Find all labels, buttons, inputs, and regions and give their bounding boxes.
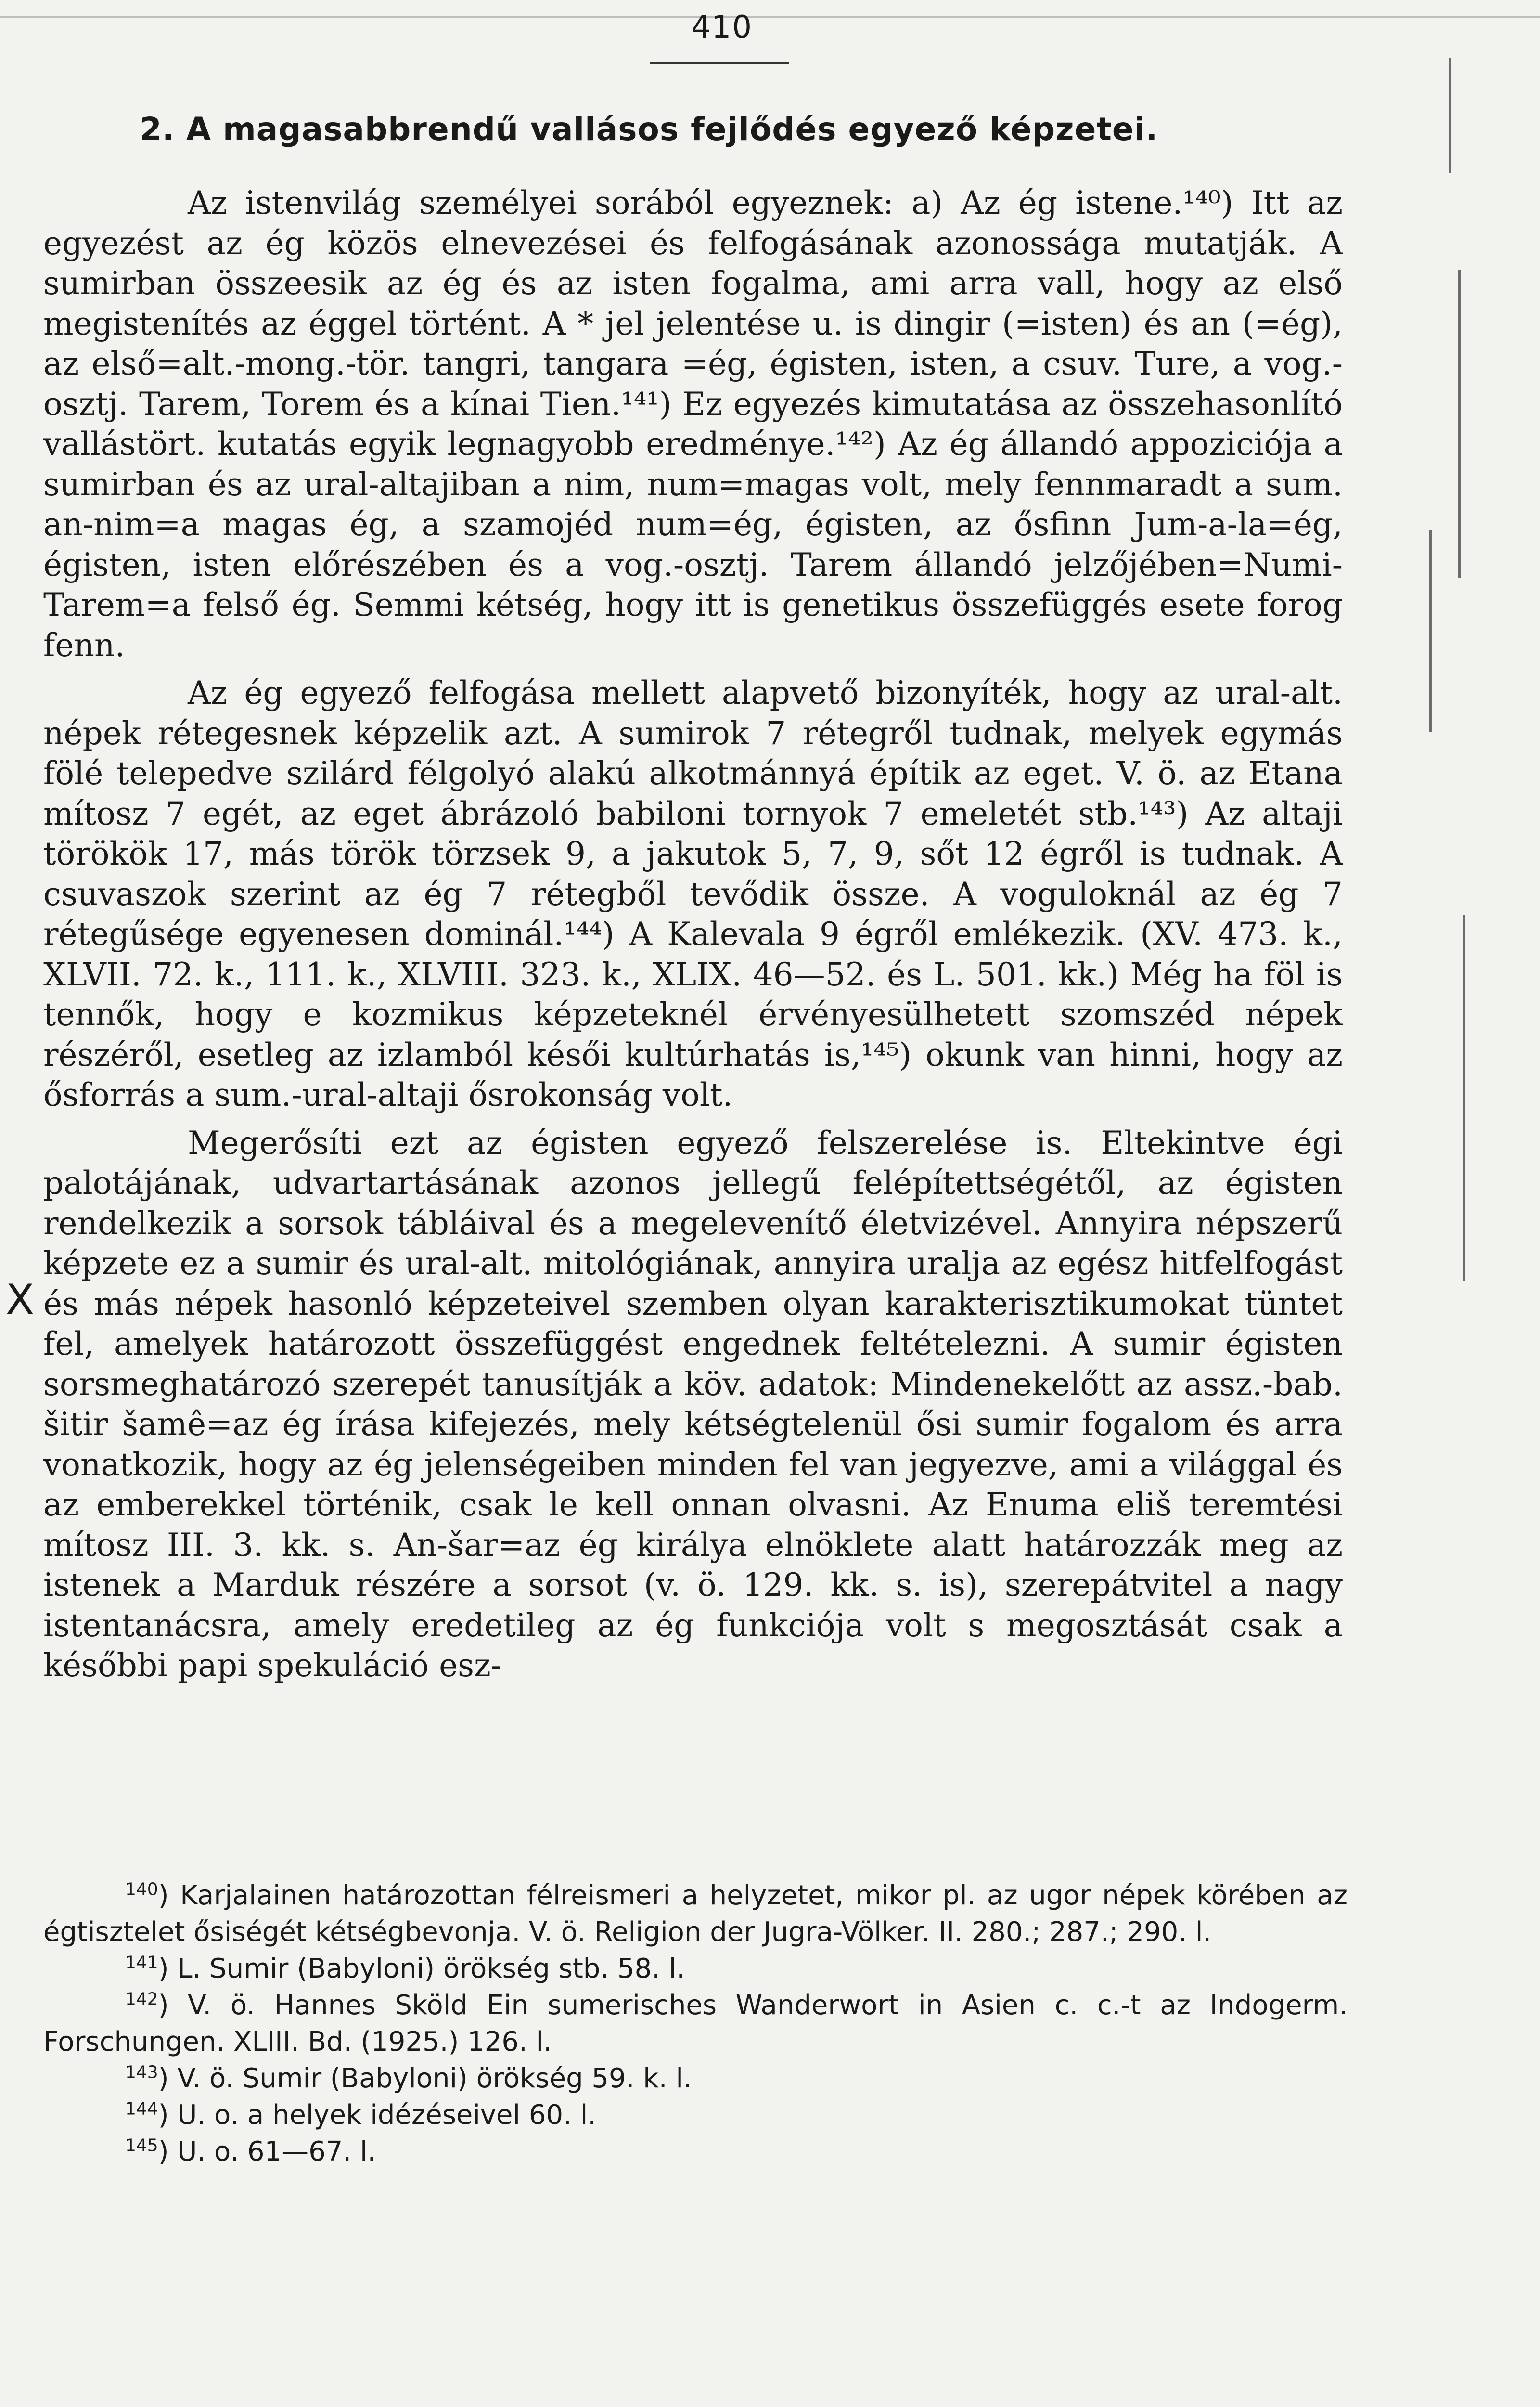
footnote bbox=[43, 1951, 1348, 1987]
footnote-number: 145 bbox=[125, 2135, 158, 2156]
margin-line bbox=[1458, 270, 1461, 578]
footnote-number: 140 bbox=[125, 1879, 158, 1900]
page-number: 410 bbox=[691, 10, 753, 45]
footnotes bbox=[43, 1877, 1348, 2170]
footnote-text: ) U. o. a helyek idézéseivel 60. l. bbox=[158, 2099, 597, 2131]
footnote-number: 144 bbox=[125, 2099, 158, 2119]
footnote-text: ) Karjalainen határozottan félreismeri a helyzetet, mikor pl. az ugor népek körében az égtisztelet ősiségét kétségbevonja. V. ö. Religion der Jugra-Völker. II. 280.; 287.; 290. l. bbox=[43, 1880, 1348, 1948]
margin-line bbox=[1463, 915, 1465, 1281]
margin-x-mark: X bbox=[6, 1276, 34, 1324]
paragraph-1: Az istenvilág személyei sorából egyeznek: a) Az ég istene.¹⁴⁰) Itt az egyezést az ég közös elnevezései és felfogásának azonossága mutatják. A sumirban összeesik az ég és az isten fogalma, ami arra vall, hogy az első megistenítés az éggel történt. A * jel jelentése u. is dingir (=isten) és an (=ég), az első=alt.-mong.-tör. tangri, tangara =ég, égisten, isten, a csuv. Ture, a vog.-osztj. Tarem, Torem és a kínai Tien.¹⁴¹) Ez egyezés kimutatása az összehasonlító vallástört. kutatás egyik legnagyobb eredménye.¹⁴²) Az ég állandó appoziciója a sumirban és az ural-altajiban a nim, num=magas volt, mely fennmaradt a sum. an-nim=a magas ég, a szamojéd num=ég, égisten, az ősfinn Jum-a-la=ég, égisten, isten előrészében és a vog.-osztj. Tarem állandó jelzőjében=Numi-Tarem=a felső ég. Semmi kétség, hogy itt is genetikus összefüggés esete forog fenn. bbox=[43, 184, 1343, 664]
footnote-text: ) U. o. 61—67. l. bbox=[158, 2136, 376, 2167]
footnote bbox=[43, 1877, 1348, 1951]
page-number-rule bbox=[650, 62, 789, 64]
margin-line bbox=[1429, 530, 1432, 732]
footnote bbox=[43, 2097, 1348, 2134]
footnote-text: ) V. ö. Hannes Sköld Ein sumerisches Wanderwort in Asien c. c.-t az Indogerm. Forschungen. XLIII. Bd. (1925.) 126. l. bbox=[43, 1990, 1348, 2058]
paragraph-3: Megerősíti ezt az égisten egyező felszerelése is. Eltekintve égi palotájának, udvartartásának azonos jellegű felépítettségétől, az égisten rendelkezik a sorsok tábláival és a megelevenítő életvizével. Annyira népszerű képzete ez a sumir és ural-alt. mitológiának, annyira uralja az egész hitfelfogást és más népek hasonló képzeteivel szemben olyan karakterisztikumokat tüntet fel, amelyek határozott összefüggést engednek feltételezni. A sumir égisten sorsmeghatározó szerepét tanusítják a köv. adatok: Mindenekelőtt az assz.-bab. šitir šamê=az ég írása kifejezés, mely kétségtelenül ősi sumir fogalom és arra vonatkozik, hogy az ég jelenségeiben minden fel van jegyezve, ami a világgal és az emberekkel történik, csak le kell onnan olvasni. Az Enuma eliš teremtési mítosz III. 3. kk. s. An-šar=az ég királya elnöklete alatt határozzák meg az istenek a Marduk részére a sorsot (v. ö. 129. kk. s. is), szerepátvitel a nagy istentanácsra, amely eredetileg az ég funkciója volt s megosztását csak a későbbi papi spekuláció esz- bbox=[43, 1124, 1343, 1684]
footnote-text: ) L. Sumir (Babyloni) örökség stb. 58. l. bbox=[158, 1953, 685, 1984]
margin-line bbox=[1449, 58, 1451, 173]
footnote-text: ) V. ö. Sumir (Babyloni) örökség 59. k. l. bbox=[158, 2063, 692, 2094]
footnote bbox=[43, 1987, 1348, 2060]
footnote-number: 141 bbox=[125, 1953, 158, 1973]
footnote-number: 143 bbox=[125, 2062, 158, 2083]
body-text bbox=[43, 183, 1343, 1694]
section-heading: 2. A magasabbrendű vallásos fejlődés egyező képzetei. bbox=[140, 111, 1158, 148]
footnote-number: 142 bbox=[125, 1989, 158, 2009]
footnote bbox=[43, 2060, 1348, 2097]
footnote bbox=[43, 2134, 1348, 2170]
paragraph-2: Az ég egyező felfogása mellett alapvető bizonyíték, hogy az ural-alt. népek rétegesnek képzelik azt. A sumirok 7 rétegről tudnak, melyek egymás fölé telepedve szilárd félgolyó alakú alkotmánnyá építik az eget. V. ö. az Etana mítosz 7 egét, az eget ábrázoló babiloni tornyok 7 emeletét stb.¹⁴³) Az altaji törökök 17, más török törzsek 9, a jakutok 5, 7, 9, sőt 12 égről is tudnak. A csuvaszok szerint az ég 7 rétegből tevődik össze. A voguloknál az ég 7 rétegűsége egyenesen dominál.¹⁴⁴) A Kalevala 9 égről emlékezik. (XV. 473. k., XLVII. 72. k., 111. k., XLVIII. 323. k., XLIX. 46—52. és L. 501. kk.) Még ha föl is tennők, hogy e kozmikus képzeteknél érvényesülhetett szomszéd népek részéről, esetleg az izlamból késői kultúrhatás is,¹⁴⁵) okunk van hinni, hogy az ősforrás a sum.-ural-altaji ősrokonság volt. bbox=[43, 674, 1343, 1113]
